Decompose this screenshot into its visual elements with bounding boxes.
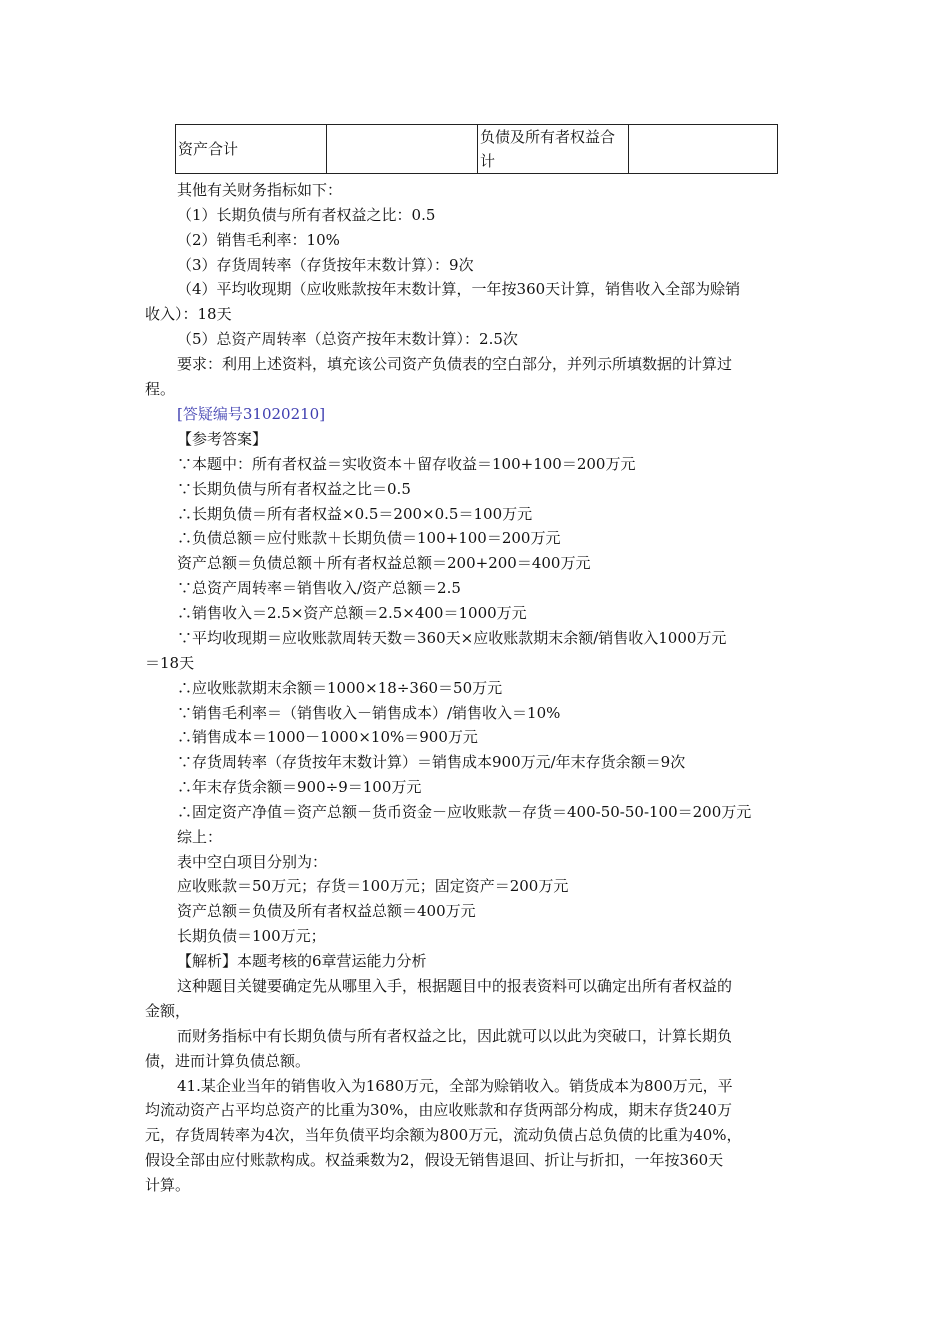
text-line: 元，存货周转率为4次，当年负债平均余额为800万元，流动负债占总负债的比重为40%， [145,1126,742,1144]
text-line: 计算。 [145,1176,191,1194]
total-liabilities-equity-label: 负债及所有者权益合计 [478,125,629,174]
text-line: 均流动资产占平均总资产的比重为30%，由应收账款和存货两部分构成，期末存货240万 [145,1101,732,1119]
total-liabilities-equity-value [629,125,778,174]
text-line: ∴销售成本＝1000－1000×10%＝900万元 [177,728,478,746]
total-assets-value [327,125,478,174]
text-line: ∴长期负债＝所有者权益×0.5＝200×0.5＝100万元 [177,505,533,523]
text-line: 债，进而计算负债总额。 [145,1052,311,1070]
text-line: 其他有关财务指标如下： [177,181,343,199]
text-line: ∴负债总额＝应付账款＋长期负债＝100+100＝200万元 [177,529,561,547]
text-line: 资产总额＝负债总额＋所有者权益总额＝200+200＝400万元 [177,554,591,572]
text-line: 而财务指标中有长期负债与所有者权益之比，因此就可以以此为突破口，计算长期负 [177,1027,733,1045]
text-line: 综上： [177,828,223,846]
text-line: 程。 [145,380,176,398]
text-line: 假设全部由应付账款构成。权益乘数为2，假设无销售退回、折让与折扣，一年按360天 [145,1151,724,1169]
text-line: 这种题目关键要确定先从哪里入手，根据题目中的报表资料可以确定出所有者权益的 [177,977,733,995]
text-line: ∴年末存货余额＝900÷9＝100万元 [177,778,422,796]
text-line: 41.某企业当年的销售收入为1680万元，全部为赊销收入。销货成本为800万元，平 [177,1077,733,1095]
text-line: （1）长期负债与所有者权益之比：0.5 [177,206,436,224]
text-line: ∵销售毛利率＝（销售收入－销售成本）/销售收入＝10% [177,704,561,722]
balance-sheet-total-row [175,124,778,174]
text-line: ∴应收账款期末余额＝1000×18÷360＝50万元 [177,679,503,697]
text-line: 应收账款＝50万元；存货＝100万元；固定资产＝200万元 [177,877,569,895]
text-line: （4）平均收现期（应收账款按年末数计算，一年按360天计算，销售收入全部为赊销 [177,280,741,298]
text-line: 【解析】本题考核的6章营运能力分析 [177,952,427,970]
text-line: 金额， [145,1002,191,1020]
text-line: 表中空白项目分别为： [177,853,328,871]
question-id-link[interactable]: [答疑编号31020210] [177,405,326,423]
text-line: ∵存货周转率（存货按年末数计算）＝销售成本900万元/年末存货余额＝9次 [177,753,686,771]
text-line: （3）存货周转率（存货按年末数计算）：9次 [177,256,474,274]
text-line: ∵总资产周转率＝销售收入/资产总额＝2.5 [177,579,461,597]
text-line: ∴固定资产净值＝资产总额－货币资金－应收账款－存货＝400-50-50-100＝200万元 [177,803,752,821]
text-line: 【参考答案】 [177,430,268,448]
text-line: ∵本题中：所有者权益＝实收资本＋留存收益＝100+100＝200万元 [177,455,636,473]
total-assets-label: 资产合计 [176,125,327,174]
text-line: ∵长期负债与所有者权益之比＝0.5 [177,480,411,498]
text-line: （5）总资产周转率（总资产按年末数计算）：2.5次 [177,330,518,348]
text-line: 长期负债＝100万元； [177,927,326,945]
text-line: ＝18天 [145,654,195,672]
text-line: 资产总额＝负债及所有者权益总额＝400万元 [177,902,476,920]
table-row [176,125,778,174]
text-line: 要求：利用上述资料，填充该公司资产负债表的空白部分，并列示所填数据的计算过 [177,355,733,373]
text-line: （2）销售毛利率：10% [177,231,340,249]
text-line: ∵平均收现期＝应收账款周转天数＝360天×应收账款期末余额/销售收入1000万元 [177,629,727,647]
text-line: ∴销售收入＝2.5×资产总额＝2.5×400＝1000万元 [177,604,527,622]
text-line: 收入）：18天 [145,305,232,323]
